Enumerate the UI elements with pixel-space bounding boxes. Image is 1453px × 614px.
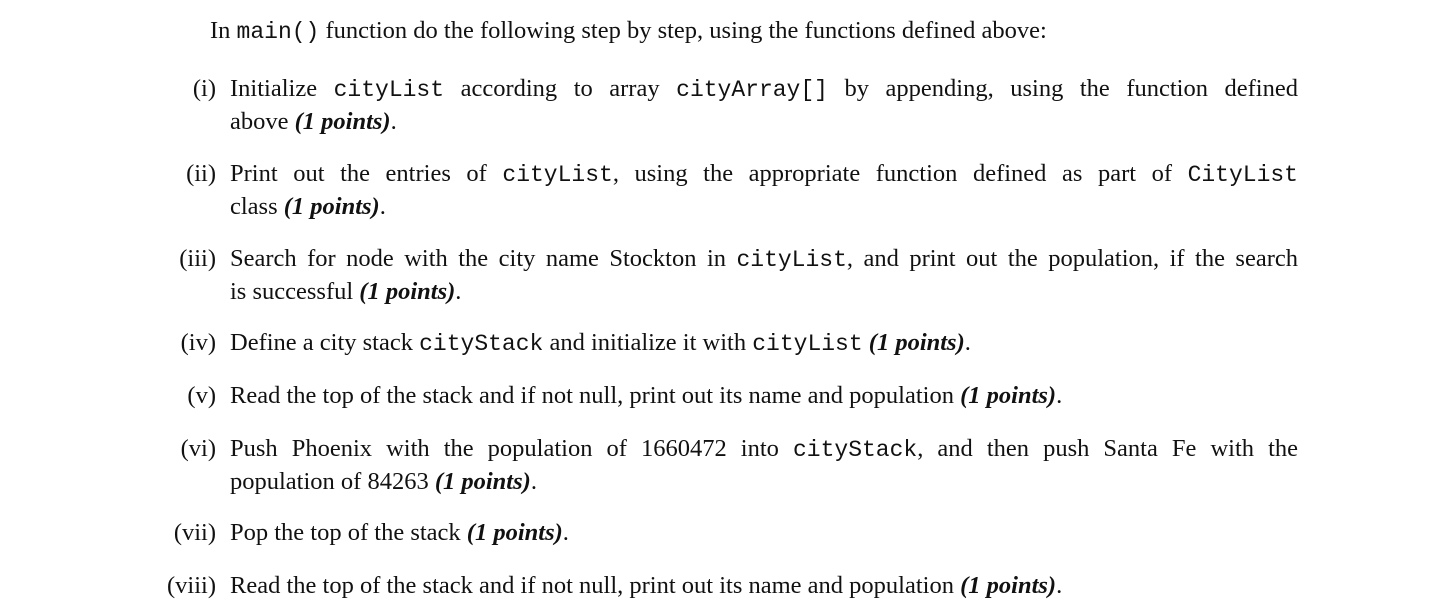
text-run: .	[1056, 572, 1063, 599]
item-label: (vii)	[173, 519, 216, 546]
item-label: (vi)	[180, 435, 216, 462]
code-run: cityList	[736, 247, 847, 273]
item-label: (ii)	[186, 160, 216, 187]
text-run: class	[230, 193, 284, 220]
text-run: above	[230, 108, 295, 135]
text-run: .	[1056, 382, 1063, 409]
text-run: .	[964, 329, 971, 356]
item-line	[230, 158, 1298, 191]
item-label: (i)	[192, 75, 216, 102]
points-label: (1 points)	[294, 108, 391, 135]
code-run: cityStack	[419, 331, 544, 357]
text-run: .	[390, 108, 397, 135]
code-run: CityList	[1187, 162, 1298, 188]
text-run: Define a city stack	[230, 329, 420, 356]
item-line	[230, 433, 1298, 466]
text-run: Print out the entries of	[230, 160, 503, 187]
item-text	[230, 243, 1298, 308]
text-run: is successful	[230, 278, 360, 305]
text-run: .	[455, 278, 462, 305]
text-run: .	[530, 468, 537, 495]
code-run: cityArray[]	[676, 77, 828, 103]
text-run: .	[379, 193, 386, 220]
item-text	[230, 570, 1298, 602]
intro-code: main()	[236, 19, 320, 45]
points-label: (1 points)	[960, 572, 1057, 599]
item-text	[230, 517, 1298, 549]
item-line	[230, 243, 1298, 276]
code-run: cityList	[752, 331, 863, 357]
intro-suffix: function do the following step by step, using the functions defined above:	[319, 17, 1047, 44]
points-label: (1 points)	[868, 329, 965, 356]
item-text	[230, 433, 1298, 498]
item-text	[230, 73, 1298, 138]
text-run: and initialize it with	[543, 329, 753, 356]
item-text	[230, 158, 1298, 223]
text-run: Read the top of the stack and if not null, print out its name and population	[230, 572, 961, 599]
text-run: Pop the top of the stack	[230, 519, 467, 546]
text-run: Initialize	[230, 75, 334, 102]
item-label: (iv)	[180, 329, 216, 356]
item-text	[230, 380, 1298, 412]
text-run: by appending, using the function defined	[827, 75, 1298, 102]
item-label: (iii)	[179, 245, 216, 272]
points-label: (1 points)	[359, 278, 456, 305]
text-run: , and print out the population, if the search	[846, 245, 1298, 272]
item-text	[230, 327, 1298, 360]
code-run: cityList	[502, 162, 613, 188]
item-line	[230, 73, 1298, 106]
item-label: (v)	[187, 382, 216, 409]
intro-prefix: In	[210, 17, 237, 44]
intro-paragraph	[210, 14, 1047, 49]
text-run: population of 84263	[230, 468, 435, 495]
item-label: (viii)	[167, 572, 216, 599]
code-run: cityList	[333, 77, 445, 103]
text-run: , using the appropriate function defined as part of	[612, 160, 1188, 187]
text-run: Read the top of the stack and if not null, print out its name and population	[230, 382, 961, 409]
text-run: according to array	[444, 75, 677, 102]
text-run: Push Phoenix with the population of 1660472 into	[230, 435, 793, 462]
points-label: (1 points)	[434, 468, 531, 495]
code-run: cityStack	[792, 437, 918, 463]
text-run: , and then push Santa Fe with the	[917, 435, 1298, 462]
text-run: Search for node with the city name Stockton in	[230, 245, 737, 272]
points-label: (1 points)	[466, 519, 563, 546]
points-label: (1 points)	[960, 382, 1057, 409]
text-run: .	[562, 519, 569, 546]
points-label: (1 points)	[283, 193, 380, 220]
